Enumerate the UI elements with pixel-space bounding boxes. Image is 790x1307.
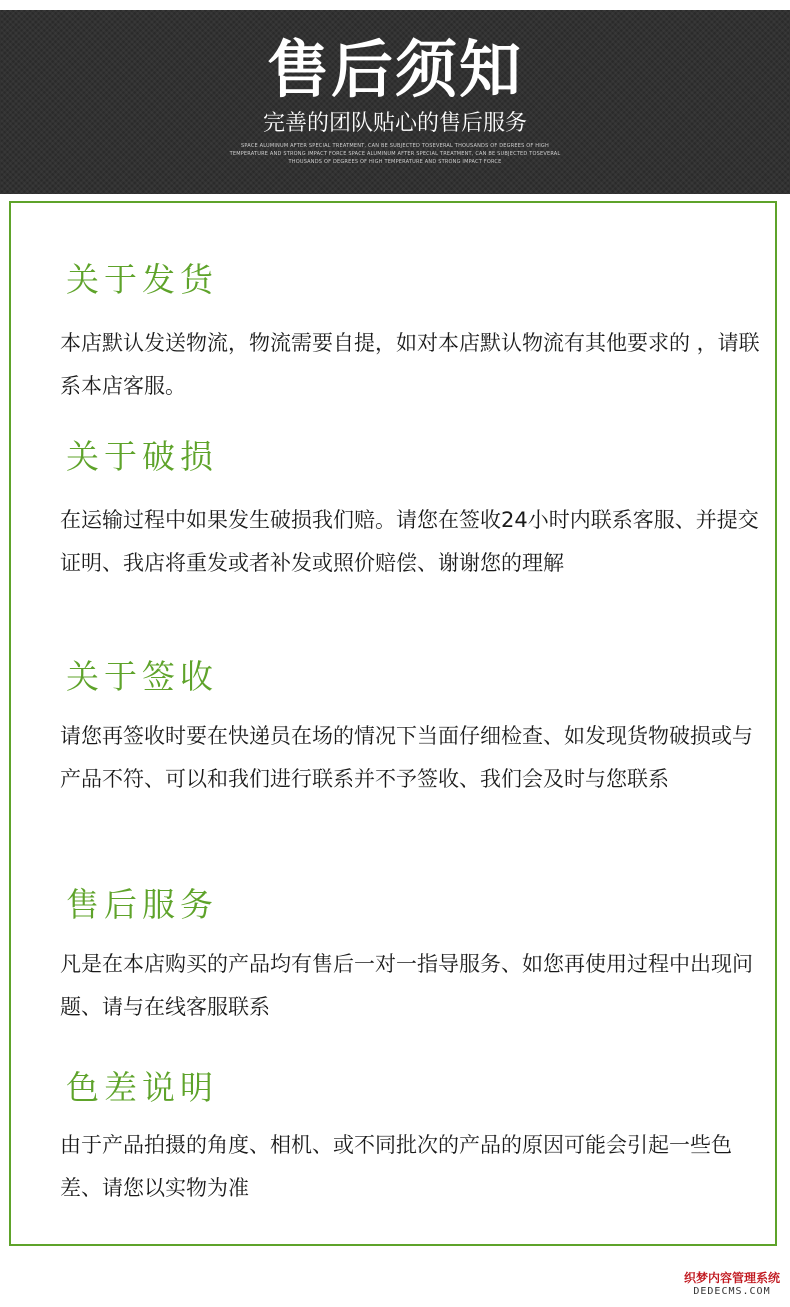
section-body-signing: 请您再签收时要在快递员在场的情况下当面仔细检查、如发现货物破损或与产品不符、可以和我们进行联系并不予签收、我们会及时与您联系 <box>60 724 753 791</box>
watermark-en: DEDECMS.COM <box>693 1286 771 1297</box>
page-title: 售后须知 <box>266 33 523 106</box>
section-title-shipping: 关于发货 <box>66 260 218 299</box>
section-body-shipping: 本店默认发送物流，物流需要自提，如对本店默认物流有其他要求的 ，请联系本店客服。 <box>60 331 760 398</box>
section-title-signing: 关于签收 <box>66 657 218 696</box>
header-banner <box>0 10 790 194</box>
section-title-after-sales: 售后服务 <box>66 885 218 924</box>
page-subtitle: 完善的团队贴心的售后服务 <box>262 111 527 136</box>
section-body-damage: 在运输过程中如果发生破损我们赔。请您在签收24小时内联系客服、并提交证明、我店将重发或者补发或照价赔偿、谢谢您的理解 <box>60 508 759 575</box>
section-body-after-sales: 凡是在本店购买的产品均有售后一对一指导服务、如您再使用过程中出现问题、请与在线客服联系 <box>60 952 753 1019</box>
header-fineprint: SPACE ALUMINUM AFTER SPECIAL TREATMENT, CAN BE SUBJECTED TOSEVERAL THOUSANDS OF DEGREES OF HIGH TEMPERATURE AND STRONG IMPACT FORCE SPACE ALUMINUM AFTER SPECIAL TREATMENT, CAN BE SUBJECTED TOSEVERAL THOUSANDS OF DEGREES OF HIGH TEMPERATURE AND STRONG IMPACT FORCE <box>229 143 561 165</box>
section-body-color-difference: 由于产品拍摄的角度、相机、或不同批次的产品的原因可能会引起一些色差、请您以实物为准 <box>60 1133 732 1200</box>
section-title-color-difference: 色差说明 <box>66 1068 218 1107</box>
content-panel <box>9 201 777 1246</box>
watermark <box>684 1271 780 1298</box>
section-title-damage: 关于破损 <box>66 437 218 476</box>
watermark-cn: 织梦内容管理系统 <box>683 1271 780 1285</box>
